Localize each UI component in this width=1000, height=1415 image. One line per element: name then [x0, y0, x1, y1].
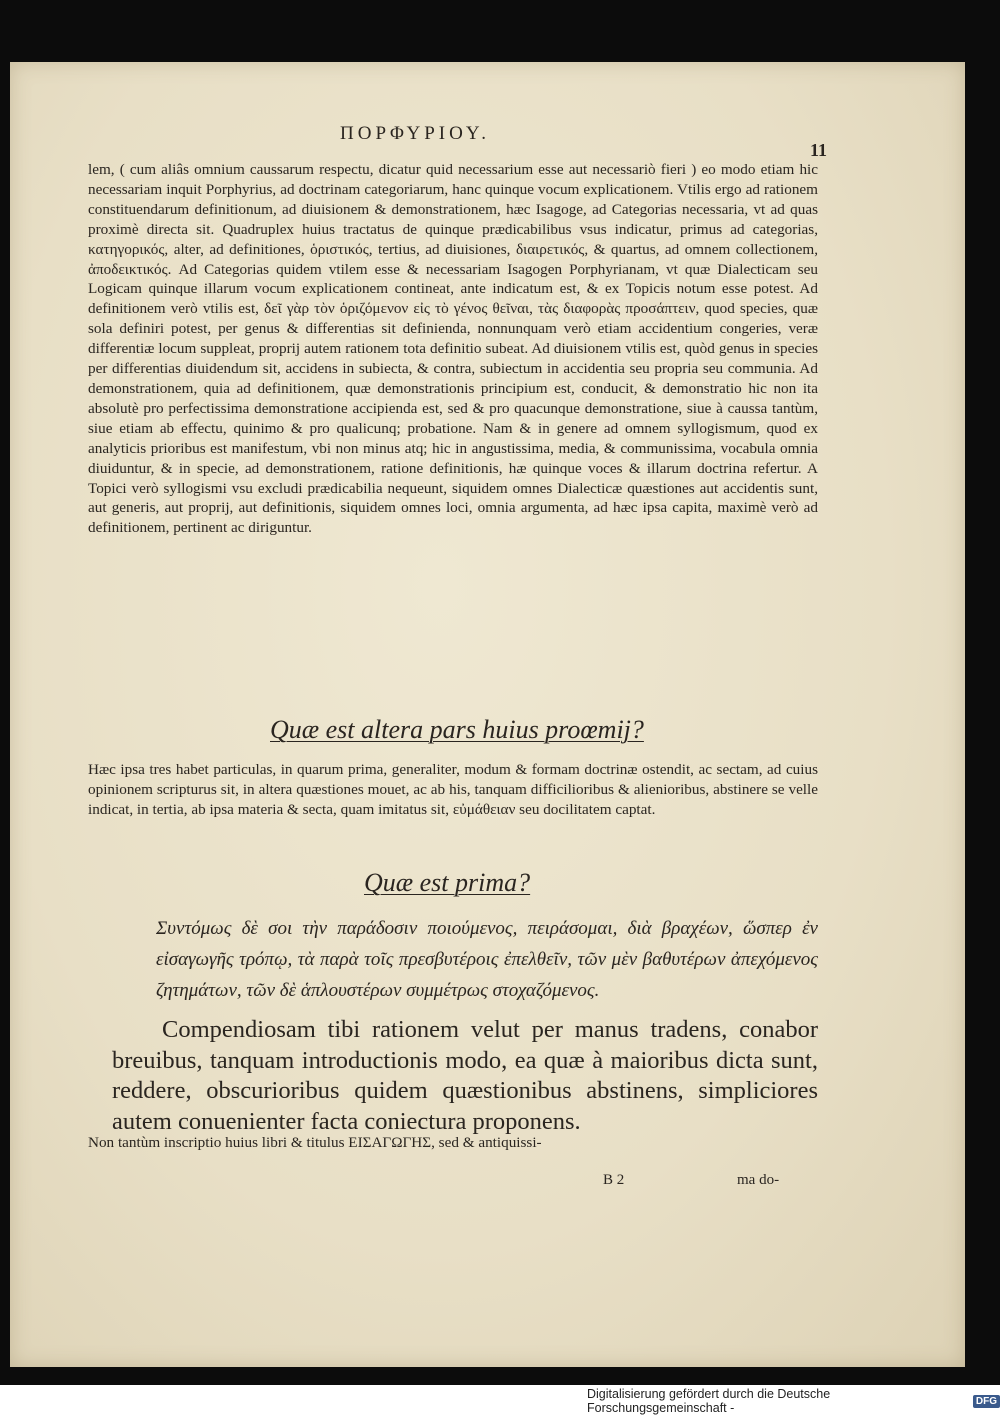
- dfg-logo[interactable]: DFG: [973, 1395, 1000, 1408]
- digitization-footer: [587, 1387, 1000, 1415]
- page-number: 11: [810, 140, 828, 160]
- section-heading-2: Quæ est prima?: [364, 868, 531, 897]
- commentary-paragraph-3: Non tantùm inscriptio huius libri & titulus ΕΙΣΑΓΩΓΗΣ, sed & antiquissi-: [88, 1134, 542, 1151]
- commentary-paragraph-2: Hæc ipsa tres habet particulas, in quarum prima, generaliter, modum & formam doctrinæ ostendit, ac sectam, ad cuius opinionem scripturus sit, in altera quæstiones mouet, ac ab his, tanquam difficilioribus & alienioribus, abstinere se velle indicat, in tertia, ab ipsa materia & secta, quam imitatus sit, εὐμάθειαν seu docilitatem captat.: [88, 761, 818, 818]
- running-head: ΠΟΡΦΥΡΙΟΥ.: [340, 123, 490, 144]
- footer-credit-text: Digitalisierung gefördert durch die Deutsche Forschungsgemeinschaft -: [587, 1387, 831, 1415]
- greek-quotation: Συντόμως δὲ σοι τὴν παράδοσιν ποιούμενος, πειράσομαι, διὰ βραχέων, ὥσπερ ἐν εἰσαγωγῆς τρόπῳ, τὰ παρὰ τοῖς πρεσβυτέροις ἐπελθεῖν, τῶν μὲν βαθυτέρων ἀπεχόμενος ζητημάτων, τῶν δὲ ἁπλουστέρων συμμέτρως στοχαζόμενος.: [156, 918, 818, 1001]
- catchword: ma do-: [737, 1172, 780, 1188]
- section-heading-1: Quæ est altera pars huius proœmij?: [270, 715, 644, 744]
- commentary-paragraph-1: lem, ( cum aliâs omnium caussarum respectu, dicatur quid necessarium esse aut necessariò fieri ) eo modo etiam hic necessariam inquit Porphyrius, ad doctrinam categoriarum, hanc quinque vocum explicationem. Vtilis ergo ad rationem constituendarum definitionum, ad diuisionem & demonstrationem, hæc Isagoge, ad Categorias necessaria, vt ad quas proximè directa sit. Quadruplex huius tractatus de quinque prædicabilibus vsus indicatur, primus ad categorias, κατηγορικός, alter, ad definitiones, ὁριστικός, tertius, ad diuisiones, διαιρετικός, & quartus, ad omnem collectionem, ἀποδεικτικός. Ad Categorias quidem vtilem esse & necessariam Isagogen Porphyrianam, vt quæ Dialecticam seu Logicam quinque illarum vocum explicationem contineat, ante indicatum est, & ex Topicis notum esse potest. Ad definitionem verò vtilis est, δεῖ γὰρ τὸν ὁριζόμενον εἰς τὸ γένος θεῖναι, τὰς διαφορὰς προσάπτειν, quod species, quæ sola definiri potest, per genus & differentias sit definienda, nonnunquam verò etiam accidentium congeries, veræ differentiæ locum suppleat, proprij autem rationem tota definitio subeat. Ad diuisionem vtilis est, quòd genus in species per differentias diuidendum sit, accidens in subiecta, & contra, subiectum in accidentia seu propria seu communia. Ad demonstrationem, quia ad definitionem, quæ demonstrationis principium est, conducit, & demonstratio hic non ita absolutè pro perfectissima demonstratione accipienda est, sed & pro quacunque demonstratione, siue à caussa tantùm, siue etiam ab effectu, quinimo & pro qualicunq; probatione. Nam & in genere ad omnem syllogismum, quod ex analyticis prioribus est manifestum, vbi non minus atq; hic in angustissima, media, & communissima, vocabula omnia diuiduntur, & in specie, ad demonstrationem, ratione definitionis, hæ quinque voces & illarum doctrina refertur. A Topici verò syllogismi vsu excludi prædicabilia nequeunt, siquidem omnes Dialecticæ quæstiones aut accidentis sunt, aut generis, aut proprij, aut definitionis, siquidem omnes loci, omnia argumenta, ad hæc ipsa capita, maximè verò ad definitionem, pertinent ac diriguntur.: [88, 161, 818, 537]
- latin-translation: Compendiosam tibi rationem velut per manus tradens, conabor breuibus, tanquam introductionis modo, ea quæ à maioribus dicta sunt, reddere, obscurioribus quidem quæstionibus abstinens, simpliciores autem conuenienter facta coniectura proponens.: [112, 1016, 818, 1135]
- signature-mark: B 2: [603, 1172, 625, 1188]
